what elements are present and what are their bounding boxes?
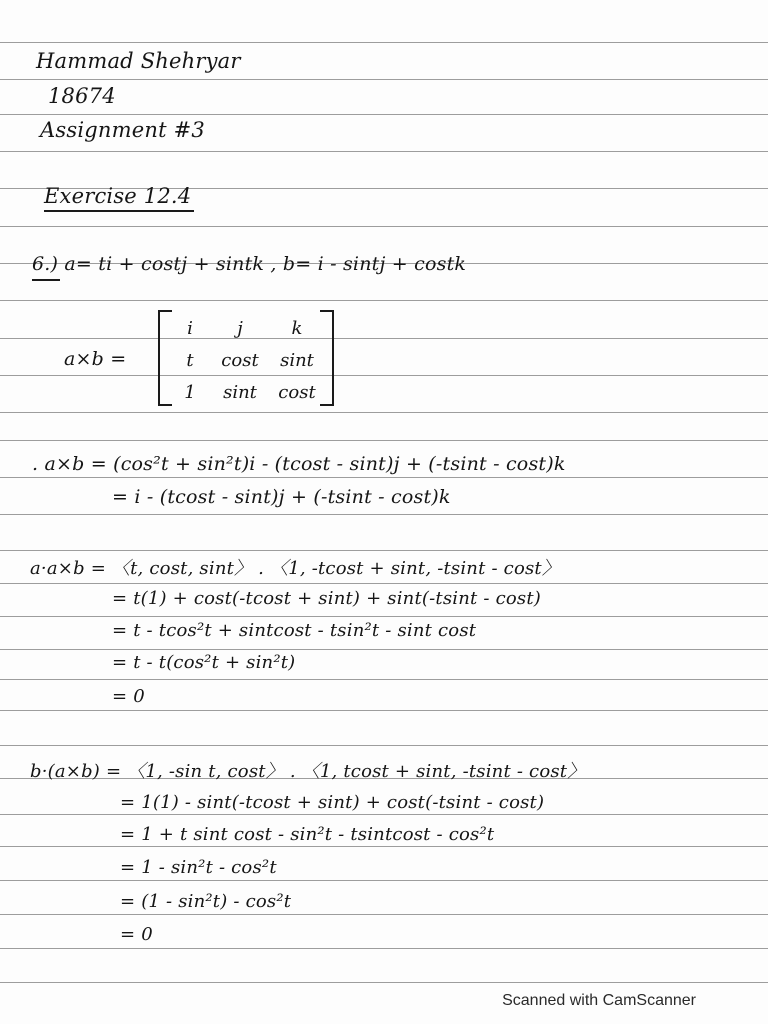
ruled-line xyxy=(0,114,768,115)
ruled-line xyxy=(0,79,768,80)
dot-a-line: = t - tcos²t + sintcost - tsin²t - sint cost xyxy=(112,620,477,641)
dot-b-line: = 1(1) - sint(-tcost + sint) + cost(-tsint - cost) xyxy=(120,792,545,813)
ruled-line xyxy=(0,338,768,339)
dot-a-line: = t - t(cos²t + sin²t) xyxy=(112,652,296,673)
problem-statement: 6.) a= ti + costj + sintk , b= i - sintj + costk xyxy=(32,253,467,275)
ruled-line xyxy=(0,948,768,949)
ruled-line xyxy=(0,477,768,478)
ruled-line xyxy=(0,846,768,847)
ruled-line xyxy=(0,649,768,650)
ruled-line xyxy=(0,914,768,915)
cross-product-line: = i - (tcost - sint)j + (-tsint - cost)k xyxy=(112,486,451,508)
dot-b-line: b·(a×b) = 〈1, -sin t, cost〉 . 〈1, tcost + sint, -tsint - cost〉 xyxy=(30,761,586,782)
ruled-line xyxy=(0,583,768,584)
ruled-line xyxy=(0,616,768,617)
problem-number-underline xyxy=(32,279,60,281)
ruled-line xyxy=(0,982,768,983)
ruled-line xyxy=(0,42,768,43)
ruled-line xyxy=(0,226,768,227)
matrix-cell: j xyxy=(237,318,243,339)
assignment-title: Assignment #3 xyxy=(40,118,205,142)
dot-b-line: = 1 + t sint cost - sin²t - tsintcost - cos²t xyxy=(120,824,495,845)
ruled-line xyxy=(0,745,768,746)
dot-b-line: = 1 - sin²t - cos²t xyxy=(120,857,277,878)
matrix-right-bracket xyxy=(320,310,334,406)
matrix-cell: cost xyxy=(221,350,259,371)
dot-b-line: = (1 - sin²t) - cos²t xyxy=(120,891,292,912)
ruled-line xyxy=(0,412,768,413)
ruled-line xyxy=(0,514,768,515)
matrix-cell: i xyxy=(187,318,193,339)
ruled-line xyxy=(0,375,768,376)
student-id: 18674 xyxy=(48,84,116,108)
ruled-line xyxy=(0,814,768,815)
ruled-line xyxy=(0,710,768,711)
dot-b-line: = 0 xyxy=(120,924,153,945)
matrix-cell: t xyxy=(186,350,194,371)
ruled-line xyxy=(0,151,768,152)
matrix-cell: 1 xyxy=(184,382,196,403)
dot-a-line: a·a×b = 〈t, cost, sint〉 . 〈1, -tcost + sint, -tsint - cost〉 xyxy=(30,558,561,579)
cross-product-line: . a×b = (cos²t + sin²t)i - (tcost - sint)j + (-tsint - cost)k xyxy=(32,453,566,475)
matrix-cell: sint xyxy=(280,350,314,371)
ruled-line xyxy=(0,550,768,551)
dot-a-line: = 0 xyxy=(112,686,145,707)
matrix-cell: cost xyxy=(278,382,316,403)
dot-a-line: = t(1) + cost(-tcost + sint) + sint(-tsint - cost) xyxy=(112,588,541,609)
ruled-line xyxy=(0,679,768,680)
matrix-cell: sint xyxy=(223,382,257,403)
camscanner-watermark: Scanned with CamScanner xyxy=(502,992,696,1009)
student-name: Hammad Shehryar xyxy=(36,49,241,73)
ruled-line xyxy=(0,440,768,441)
matrix-cell: k xyxy=(291,318,303,339)
exercise-underline xyxy=(44,210,194,212)
matrix-label: a×b = xyxy=(64,348,127,370)
ruled-line xyxy=(0,880,768,881)
exercise-heading: Exercise 12.4 xyxy=(44,184,192,208)
ruled-line xyxy=(0,300,768,301)
